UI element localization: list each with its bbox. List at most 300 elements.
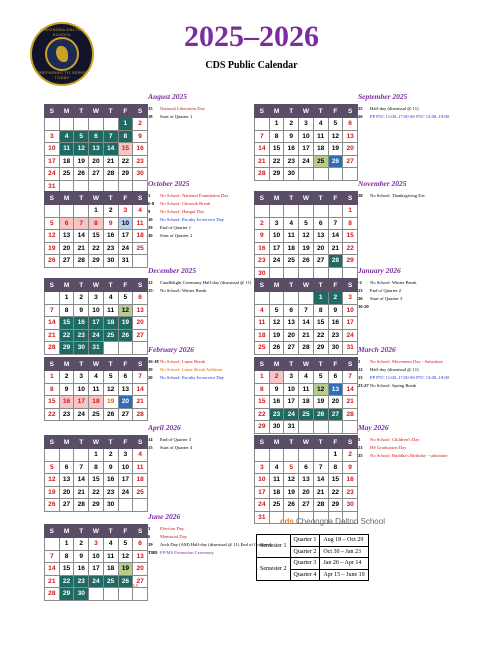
day-cell <box>284 449 299 462</box>
day-cell: 10 <box>343 304 358 317</box>
day-cell: 26 <box>45 499 60 512</box>
week-row <box>45 130 148 143</box>
day-cell <box>255 449 270 462</box>
weekday-header: T <box>74 525 89 538</box>
day-cell: 29 <box>59 588 74 601</box>
event-date: 23-27 <box>358 383 369 388</box>
weekday-header-row <box>255 279 358 292</box>
day-cell: 4 <box>59 130 74 143</box>
day-cell: 12 <box>45 230 60 243</box>
table-row <box>257 535 369 547</box>
weekday-header: F <box>118 436 133 449</box>
day-cell: 17 <box>118 230 133 243</box>
day-cell <box>328 168 343 181</box>
day-cell: 1 <box>59 538 74 551</box>
weekday-header: S <box>45 105 60 118</box>
day-cell: 28 <box>45 588 60 601</box>
day-cell: 25 <box>313 155 328 168</box>
month-calendar-may <box>254 435 358 524</box>
event-row <box>148 541 272 549</box>
week-row <box>45 255 148 268</box>
day-cell: 26 <box>103 408 118 421</box>
weekday-header: T <box>103 105 118 118</box>
day-cell: 24 <box>118 242 133 255</box>
month-name: November 2025 <box>358 179 407 188</box>
day-cell: 8 <box>118 130 133 143</box>
day-cell: 25 <box>299 408 314 421</box>
weekday-header: S <box>343 436 358 449</box>
day-cell: 7 <box>74 461 89 474</box>
day-cell: 9 <box>269 383 284 396</box>
day-cell <box>255 292 270 305</box>
event-row <box>148 533 246 541</box>
day-cell: 8 <box>313 304 328 317</box>
day-cell: 29 <box>313 342 328 355</box>
day-cell <box>133 499 148 512</box>
day-cell: 11 <box>103 304 118 317</box>
day-cell <box>269 205 284 218</box>
event-text: Start of Quarter 4 <box>160 445 193 450</box>
month-name: September 2025 <box>358 92 408 101</box>
day-cell: 14 <box>74 230 89 243</box>
weekday-header-row <box>255 436 358 449</box>
day-cell <box>45 118 60 131</box>
day-cell: 15 <box>59 317 74 330</box>
event-row <box>148 232 246 240</box>
day-cell: 7 <box>255 130 270 143</box>
day-cell <box>343 168 358 181</box>
day-cell: 18 <box>89 396 104 409</box>
day-cell <box>59 118 74 131</box>
day-cell <box>299 421 314 434</box>
day-cell: 17 <box>118 474 133 487</box>
event-text: Arch Day (AM) Half-day (dismissal @ 11) End of Quarter 4 <box>160 542 272 547</box>
week-row <box>255 217 358 230</box>
day-cell: 16 <box>74 563 89 576</box>
weekday-header: S <box>343 192 358 205</box>
day-cell: 2 <box>74 538 89 551</box>
weekday-header: W <box>299 358 314 371</box>
day-cell: 22 <box>328 486 343 499</box>
event-text: End of Quarter 1 <box>160 225 191 230</box>
day-cell: 25 <box>103 329 118 342</box>
day-cell: 27 <box>59 499 74 512</box>
day-cell: 9 <box>59 383 74 396</box>
weekday-header: F <box>328 105 343 118</box>
day-cell: 28 <box>255 168 270 181</box>
weekday-header: M <box>269 105 284 118</box>
day-cell: 4 <box>284 217 299 230</box>
day-cell: 18 <box>103 317 118 330</box>
event-date: 15 <box>148 106 153 111</box>
day-cell: 5 <box>284 461 299 474</box>
week-row <box>255 499 358 512</box>
weekday-header: T <box>103 525 118 538</box>
day-cell: 1 <box>255 371 270 384</box>
weekday-header: M <box>269 192 284 205</box>
event-text: Start of Quarter 1 <box>160 114 193 119</box>
day-cell: 16 <box>328 317 343 330</box>
day-cell: 6 <box>133 292 148 305</box>
day-cell: 13 <box>118 383 133 396</box>
weekday-header: T <box>103 436 118 449</box>
day-cell: 31 <box>255 511 270 524</box>
day-cell: 6 <box>299 461 314 474</box>
june-footnote: 13.5 <box>130 583 139 588</box>
day-cell: 19 <box>299 242 314 255</box>
day-cell <box>299 449 314 462</box>
day-cell: 17 <box>45 155 60 168</box>
day-cell: 13 <box>343 130 358 143</box>
day-cell: 26 <box>118 575 133 588</box>
day-cell <box>299 168 314 181</box>
event-row <box>358 287 456 295</box>
day-cell: 9 <box>74 550 89 563</box>
event-date: 25 <box>358 453 363 458</box>
day-cell: 3 <box>74 371 89 384</box>
event-text: No School: Lunar Break <box>160 359 206 364</box>
day-cell: 6 <box>118 371 133 384</box>
day-cell: 11 <box>89 383 104 396</box>
day-cell: 30 <box>328 342 343 355</box>
event-text: FP/MS Promotion Ceremony <box>160 550 214 555</box>
week-row <box>45 461 148 474</box>
day-cell: 27 <box>284 342 299 355</box>
month-events <box>148 192 246 240</box>
day-cell: 5 <box>118 538 133 551</box>
weekday-header: S <box>255 105 270 118</box>
day-cell: 1 <box>313 292 328 305</box>
day-cell: 3 <box>255 461 270 474</box>
event-row <box>358 436 456 444</box>
day-cell: 21 <box>45 329 60 342</box>
day-cell: 14 <box>133 383 148 396</box>
day-cell: 10 <box>284 383 299 396</box>
event-row <box>358 303 456 311</box>
weekday-header: T <box>284 279 299 292</box>
day-cell: 5 <box>328 118 343 131</box>
weekday-header: S <box>343 279 358 292</box>
month-table <box>254 357 358 434</box>
day-cell: 14 <box>103 143 118 156</box>
day-cell <box>133 255 148 268</box>
weekday-header: S <box>133 105 148 118</box>
week-row <box>255 168 358 181</box>
day-cell: 2 <box>284 118 299 131</box>
event-text: End of Quarter 3 <box>160 437 191 442</box>
day-cell: 17 <box>89 563 104 576</box>
day-cell: 9 <box>74 304 89 317</box>
day-cell: 23 <box>103 486 118 499</box>
day-cell: 8 <box>269 130 284 143</box>
day-cell: 21 <box>328 242 343 255</box>
day-cell: 23 <box>269 408 284 421</box>
day-cell: 4 <box>133 205 148 218</box>
event-row <box>358 374 456 382</box>
weekday-header: S <box>45 192 60 205</box>
day-cell: 2 <box>343 449 358 462</box>
weekday-header: W <box>89 192 104 205</box>
event-text: FP PTC 11:00–17:00 SS PTC 13:00–19:00 <box>370 375 449 380</box>
day-cell: 3 <box>269 217 284 230</box>
day-cell <box>299 292 314 305</box>
week-row <box>45 499 148 512</box>
month-name: August 2025 <box>148 92 187 101</box>
day-cell: 21 <box>45 575 60 588</box>
day-cell: 29 <box>255 421 270 434</box>
weekday-header: T <box>103 192 118 205</box>
day-cell: 7 <box>45 304 60 317</box>
event-date: 3 <box>148 526 151 531</box>
day-cell <box>328 421 343 434</box>
day-cell: 17 <box>269 242 284 255</box>
day-cell: 22 <box>89 486 104 499</box>
day-cell: 4 <box>133 449 148 462</box>
day-cell: 17 <box>89 317 104 330</box>
weekday-header: T <box>313 436 328 449</box>
day-cell: 4 <box>103 538 118 551</box>
weekday-header-row <box>45 105 148 118</box>
month-calendar-aug <box>44 104 148 193</box>
day-cell: 11 <box>299 383 314 396</box>
week-row <box>255 396 358 409</box>
week-row <box>45 383 148 396</box>
weekday-header: W <box>89 358 104 371</box>
event-date: 20 <box>148 375 153 380</box>
week-row <box>45 304 148 317</box>
day-cell: 25 <box>103 575 118 588</box>
day-cell: 18 <box>103 563 118 576</box>
event-date: 26 <box>358 296 363 301</box>
day-cell: 29 <box>328 499 343 512</box>
day-cell: 10 <box>45 143 60 156</box>
month-calendar-dec <box>44 278 148 355</box>
semester-label: Semester 1 <box>257 535 291 558</box>
day-cell: 1 <box>89 205 104 218</box>
event-text: No School: Spring Break <box>370 383 417 388</box>
day-cell: 18 <box>255 329 270 342</box>
weekday-header-row <box>255 192 358 205</box>
weekday-header: T <box>74 105 89 118</box>
day-cell: 4 <box>89 371 104 384</box>
day-cell: 6 <box>284 304 299 317</box>
event-row <box>358 452 456 460</box>
day-cell: 9 <box>343 461 358 474</box>
day-cell: 6 <box>328 371 343 384</box>
day-cell: 14 <box>313 474 328 487</box>
semester-table <box>256 534 369 581</box>
week-row <box>45 449 148 462</box>
page-subtitle: CDS Public Calendar <box>205 60 298 71</box>
weekday-header: W <box>89 105 104 118</box>
weekday-header: W <box>89 279 104 292</box>
semester-label: Semester 2 <box>257 558 291 581</box>
day-cell: 15 <box>89 474 104 487</box>
day-cell: 12 <box>299 230 314 243</box>
weekday-header: S <box>45 525 60 538</box>
month-calendar-feb <box>44 357 148 421</box>
event-text: No School: Faculty In-service Day <box>160 217 225 222</box>
day-cell <box>133 342 148 355</box>
weekday-header: T <box>284 436 299 449</box>
day-cell: 15 <box>45 396 60 409</box>
weekday-header: W <box>299 279 314 292</box>
day-cell: 17 <box>284 396 299 409</box>
day-cell: 24 <box>269 255 284 268</box>
event-text: HS Graduation Day <box>370 445 407 450</box>
event-row <box>358 279 456 287</box>
table-row <box>257 558 369 570</box>
weekday-header: S <box>133 525 148 538</box>
weekday-header-row <box>45 358 148 371</box>
day-cell: 21 <box>299 329 314 342</box>
day-cell: 18 <box>299 396 314 409</box>
day-cell: 8 <box>59 304 74 317</box>
month-events <box>148 525 272 557</box>
week-row <box>255 342 358 355</box>
day-cell: 10 <box>269 230 284 243</box>
day-cell: 2 <box>133 118 148 131</box>
day-cell: 19 <box>45 242 60 255</box>
day-cell: 22 <box>343 242 358 255</box>
day-cell: 5 <box>45 461 60 474</box>
day-cell: 28 <box>74 255 89 268</box>
month-calendar-apr <box>44 435 148 512</box>
day-cell: 20 <box>328 396 343 409</box>
day-cell: 28 <box>343 408 358 421</box>
event-date: 23 <box>358 445 363 450</box>
day-cell: 27 <box>328 408 343 421</box>
day-cell: 13 <box>284 317 299 330</box>
day-cell: 21 <box>103 155 118 168</box>
weekday-header: M <box>59 192 74 205</box>
day-cell <box>74 118 89 131</box>
day-cell: 28 <box>74 499 89 512</box>
week-row <box>45 118 148 131</box>
day-cell <box>313 421 328 434</box>
event-date: TBD <box>148 550 158 555</box>
weekday-header: F <box>118 105 133 118</box>
day-cell <box>45 205 60 218</box>
event-row <box>148 444 246 452</box>
day-cell: 29 <box>269 168 284 181</box>
weekday-header: S <box>133 192 148 205</box>
day-cell: 5 <box>103 371 118 384</box>
event-text: End of Quarter 2 <box>370 288 401 293</box>
week-row <box>255 486 358 499</box>
event-row <box>148 279 252 287</box>
day-cell: 4 <box>299 371 314 384</box>
day-cell <box>89 118 104 131</box>
day-cell: 9 <box>255 230 270 243</box>
day-cell: 2 <box>328 292 343 305</box>
weekday-header: T <box>284 105 299 118</box>
day-cell: 13 <box>59 230 74 243</box>
day-cell: 13 <box>313 230 328 243</box>
event-row <box>358 105 456 113</box>
day-cell: 11 <box>255 317 270 330</box>
page-title: 2025–2026 <box>184 20 319 53</box>
day-cell: 29 <box>343 255 358 268</box>
weekday-header: S <box>45 436 60 449</box>
day-cell: 11 <box>313 130 328 143</box>
day-cell: 3 <box>284 371 299 384</box>
day-cell <box>59 205 74 218</box>
event-date: 5 <box>358 437 361 442</box>
day-cell: 17 <box>74 396 89 409</box>
day-cell: 23 <box>284 155 299 168</box>
event-date: 14 <box>148 437 153 442</box>
day-cell: 3 <box>299 118 314 131</box>
day-cell <box>74 205 89 218</box>
event-date: 3 <box>148 193 151 198</box>
weekday-header-row <box>255 358 358 371</box>
weekday-header: M <box>269 436 284 449</box>
day-cell: 13 <box>328 383 343 396</box>
weekday-header: F <box>328 358 343 371</box>
weekday-header: S <box>255 192 270 205</box>
week-row <box>45 371 148 384</box>
day-cell: 7 <box>343 371 358 384</box>
day-cell: 13 <box>89 143 104 156</box>
day-cell: 6 <box>313 217 328 230</box>
day-cell: 24 <box>343 329 358 342</box>
day-cell: 17 <box>299 143 314 156</box>
day-cell: 3 <box>45 130 60 143</box>
weekday-header: W <box>89 525 104 538</box>
event-date: 2 <box>358 359 361 364</box>
event-row <box>148 525 246 533</box>
weekday-header: S <box>255 279 270 292</box>
event-text: No School: Faculty In-service Day <box>160 375 225 380</box>
weekday-header: S <box>133 279 148 292</box>
day-cell: 20 <box>284 329 299 342</box>
day-cell: 5 <box>45 217 60 230</box>
weekday-header: T <box>103 358 118 371</box>
event-row <box>148 224 246 232</box>
week-row <box>255 421 358 434</box>
event-text: No School: Lunar Break Addition <box>160 367 223 372</box>
quarter-label: Quarter 4 <box>290 569 320 581</box>
month-name: January 2026 <box>358 266 401 275</box>
day-cell: 12 <box>269 317 284 330</box>
weekday-header: W <box>299 192 314 205</box>
day-cell: 20 <box>299 486 314 499</box>
day-cell: 19 <box>118 317 133 330</box>
day-cell: 5 <box>74 130 89 143</box>
day-cell: 8 <box>255 383 270 396</box>
day-cell <box>255 205 270 218</box>
month-table <box>44 191 148 268</box>
event-text: No School: Movement Day - Substitute <box>370 359 443 364</box>
day-cell <box>255 118 270 131</box>
weekday-header: S <box>343 358 358 371</box>
day-cell: 22 <box>313 329 328 342</box>
cds-logo-name: Cheongna Dalton School <box>296 517 385 526</box>
day-cell: 1 <box>343 205 358 218</box>
event-row <box>358 192 456 200</box>
event-date: 6-8 <box>148 201 155 206</box>
event-row <box>148 358 246 366</box>
day-cell: 27 <box>133 575 148 588</box>
day-cell <box>328 205 343 218</box>
day-cell: 1 <box>89 449 104 462</box>
day-cell <box>45 449 60 462</box>
day-cell: 2 <box>103 449 118 462</box>
day-cell <box>74 449 89 462</box>
weekday-header: S <box>133 436 148 449</box>
event-row <box>148 287 246 295</box>
